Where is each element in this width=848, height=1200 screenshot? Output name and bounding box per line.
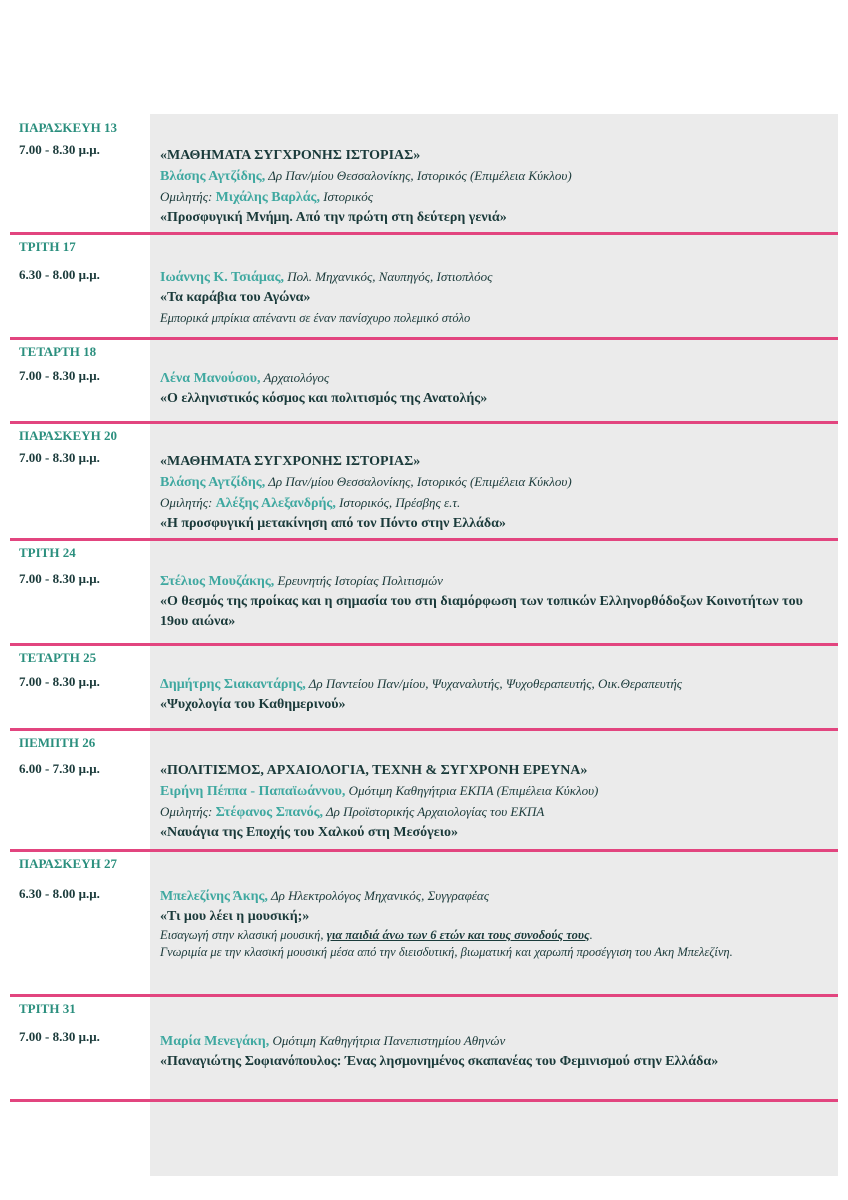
event-title: «Τα καράβια του Αγώνα»	[160, 290, 311, 305]
event-speaker	[160, 802, 834, 823]
event-content	[160, 136, 838, 228]
event-host	[160, 368, 834, 389]
event-time: 6.00 - 7.30 μ.μ.	[19, 761, 100, 776]
host-role: Αρχαιολόγος	[260, 370, 330, 385]
host-role: Δρ Παντείου Παν/μίου, Ψυχαναλυτής, Ψυχοθεραπευτής, Οικ.Θεραπευτής	[305, 676, 683, 691]
event-content	[160, 872, 838, 961]
speaker-name: Αλέξης Αλεξανδρής,	[215, 496, 336, 511]
event-description: Εμπορικά μπρίκια απέναντι σε έναν πανίσχυρο πολεμικό στόλο	[160, 311, 471, 325]
event-content	[160, 1017, 838, 1072]
event-day: ΠΑΡΑΣΚΕΥΗ 13	[19, 120, 117, 135]
event-host	[160, 781, 834, 802]
host-name: Δημήτρης Σιακαντάρης,	[160, 677, 306, 692]
host-role: Ομότιμη Καθηγήτρια Πανεπιστημίου Αθηνών	[269, 1033, 506, 1048]
description-end: .	[589, 928, 593, 942]
event-row	[10, 731, 838, 852]
event-speaker	[160, 493, 834, 514]
host-name: Μπελεζίνης Άκης,	[160, 889, 268, 904]
event-title: «Ναυάγια της Εποχής του Χαλκού στη Μεσόγειο»	[160, 825, 459, 840]
description-audience: για παιδιά άνω των 6 ετών και τους συνοδούς τους	[326, 928, 590, 942]
event-series: «ΜΑΘΗΜΑΤΑ ΣΥΓΧΡΟΝΗΣ ΙΣΤΟΡΙΑΣ»	[160, 454, 421, 469]
event-day: ΤΡΙΤΗ 24	[19, 545, 76, 560]
speaker-role: Ιστορικός, Πρέσβης ε.τ.	[335, 495, 461, 510]
event-host	[160, 267, 834, 288]
host-name: Βλάσης Αγτζίδης,	[160, 475, 266, 490]
host-role: Ομότιμη Καθηγήτρια ΕΚΠΑ (Επιμέλεια Κύκλου)	[345, 783, 599, 798]
event-description	[160, 927, 834, 944]
event-host	[160, 166, 834, 187]
event-time: 7.00 - 8.30 μ.μ.	[19, 571, 100, 586]
host-name: Στέλιος Μουζάκης,	[160, 574, 275, 589]
event-title: «Τι μου λέει η μουσική;»	[160, 909, 310, 924]
event-title: «Προσφυγική Μνήμη. Από την πρώτη στη δεύτερη γενιά»	[160, 210, 507, 225]
event-row	[10, 646, 838, 731]
event-content	[160, 360, 838, 409]
event-content	[160, 444, 838, 534]
host-name: Ειρήνη Πέππα - Παπαϊωάννου,	[160, 784, 346, 799]
event-time: 7.00 - 8.30 μ.μ.	[19, 142, 100, 157]
event-title: «Ο ελληνιστικός κόσμος και πολιτισμός της Ανατολής»	[160, 391, 488, 406]
event-time: 6.30 - 8.00 μ.μ.	[19, 267, 100, 282]
event-row	[10, 340, 838, 424]
speaker-prefix: Ομιλητής:	[160, 495, 216, 510]
event-time: 7.00 - 8.30 μ.μ.	[19, 674, 100, 689]
event-description-secondary: Γνωριμία με την κλασική μουσική μέσα από την διεισδυτική, βιωματική και χαρωπή προσέγγιση του Ακη Μπελεζίνη.	[160, 945, 733, 959]
event-series: «ΜΑΘΗΜΑΤΑ ΣΥΓΧΡΟΝΗΣ ΙΣΤΟΡΙΑΣ»	[160, 148, 421, 163]
host-role: Δρ Ηλεκτρολόγος Μηχανικός, Συγγραφέας	[267, 888, 489, 903]
event-day: ΠΑΡΑΣΚΕΥΗ 20	[19, 428, 117, 443]
event-time: 7.00 - 8.30 μ.μ.	[19, 450, 100, 465]
event-content	[160, 561, 838, 632]
event-host	[160, 886, 834, 907]
event-title: «Η προσφυγική μετακίνηση από τον Πόντο στην Ελλάδα»	[160, 516, 506, 531]
event-host	[160, 1031, 834, 1052]
event-row	[10, 235, 838, 340]
event-content	[160, 666, 838, 715]
host-name: Ιωάννης Κ. Τσιάμας,	[160, 270, 284, 285]
host-role: Ερευνητής Ιστορίας Πολιτισμών	[274, 573, 443, 588]
host-role: Δρ Παν/μίου Θεσσαλονίκης, Ιστορικός (Επιμέλεια Κύκλου)	[265, 168, 572, 183]
event-speaker	[160, 187, 834, 208]
event-title: «Ο θεσμός της προίκας και η σημασία του στη διαμόρφωση των τοπικών Ελληνορθόδοξων Κοινοτήτων του 19ου αιώνα»	[160, 594, 803, 629]
event-row	[10, 541, 838, 646]
host-name: Βλάσης Αγτζίδης,	[160, 169, 266, 184]
host-role: Πολ. Μηχανικός, Ναυπηγός, Ιστιοπλόος	[284, 269, 493, 284]
host-role: Δρ Παν/μίου Θεσσαλονίκης, Ιστορικός (Επιμέλεια Κύκλου)	[265, 474, 572, 489]
event-row	[10, 997, 838, 1102]
event-row	[10, 116, 838, 235]
event-day: ΠΕΜΠΤΗ 26	[19, 735, 96, 750]
speaker-role: Δρ Προϊστορικής Αρχαιολογίας του ΕΚΠΑ	[323, 804, 545, 819]
event-row	[10, 852, 838, 997]
event-time: 6.30 - 8.00 μ.μ.	[19, 886, 100, 901]
event-schedule	[10, 116, 838, 1102]
event-day: ΤΕΤΑΡΤΗ 18	[19, 344, 97, 359]
event-time: 7.00 - 8.30 μ.μ.	[19, 1029, 100, 1044]
event-host	[160, 571, 834, 592]
speaker-name: Μιχάλης Βαρλάς,	[215, 190, 320, 205]
host-name: Μαρία Μενεγάκη,	[160, 1034, 270, 1049]
event-content	[160, 751, 838, 843]
event-time: 7.00 - 8.30 μ.μ.	[19, 368, 100, 383]
event-day: ΤΡΙΤΗ 31	[19, 1001, 76, 1016]
event-title: «Ψυχολογία του Καθημερινού»	[160, 697, 346, 712]
event-content	[160, 255, 838, 328]
speaker-name: Στέφανος Σπανός,	[215, 805, 323, 820]
event-host	[160, 674, 834, 695]
description-intro: Εισαγωγή στην κλασική μουσική,	[160, 928, 327, 942]
speaker-prefix: Ομιλητής:	[160, 804, 216, 819]
speaker-role: Ιστορικός	[319, 189, 373, 204]
event-host	[160, 472, 834, 493]
event-day: ΤΡΙΤΗ 17	[19, 239, 76, 254]
event-series: «ΠΟΛΙΤΙΣΜΟΣ, ΑΡΧΑΙΟΛΟΓΙΑ, ΤΕΧΝΗ & ΣΥΓΧΡΟΝΗ ΕΡΕΥΝΑ»	[160, 763, 588, 778]
event-title: «Παναγιώτης Σοφιανόπουλος: Ένας λησμονημένος σκαπανέας του Φεμινισμού στην Ελλάδα»	[160, 1054, 719, 1069]
speaker-prefix: Ομιλητής:	[160, 189, 216, 204]
event-row	[10, 424, 838, 541]
host-name: Λένα Μανούσου,	[160, 371, 261, 386]
event-day: ΠΑΡΑΣΚΕΥΗ 27	[19, 856, 117, 871]
event-day: ΤΕΤΑΡΤΗ 25	[19, 650, 97, 665]
